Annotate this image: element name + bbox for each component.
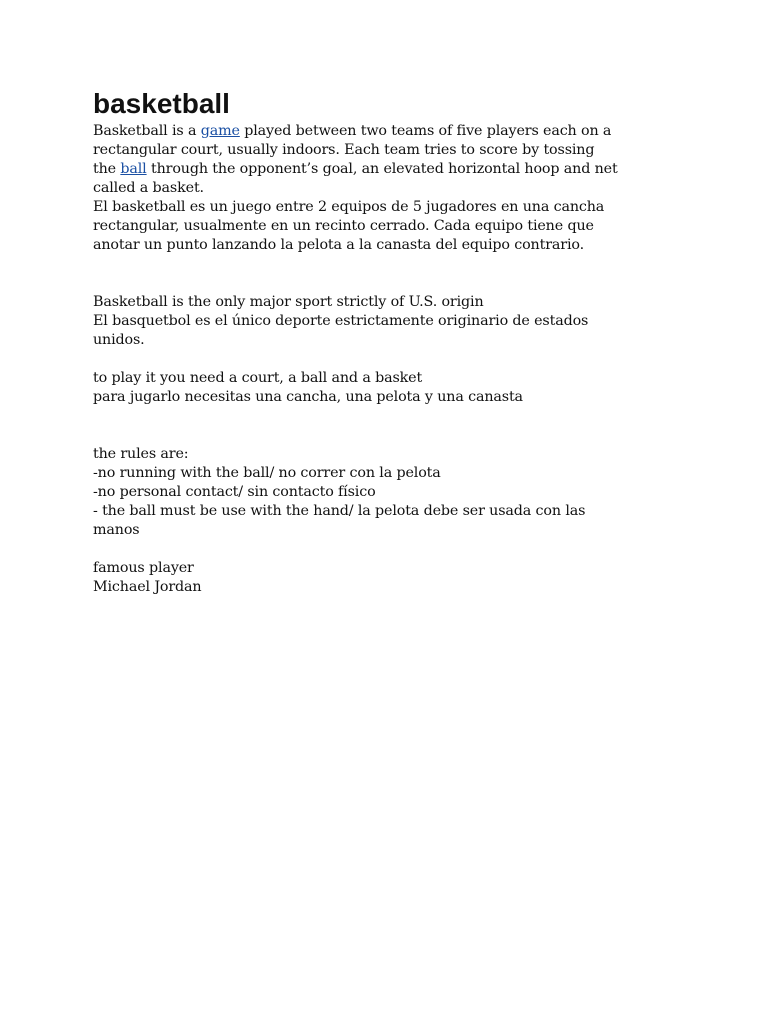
rule-item-continued: manos (93, 522, 140, 538)
text-line: para jugarlo necesitas una cancha, una pelota y una canasta (93, 389, 523, 405)
text-span: Basketball is a (93, 123, 201, 139)
blank-line (93, 350, 693, 369)
rule-item: - the ball must be use with the hand/ la pelota debe ser usada con las (93, 503, 586, 519)
rules-section (93, 445, 693, 540)
rules-heading: the rules are: (93, 446, 189, 462)
text-line: rectangular, usualmente en un recinto cerrado. Cada equipo tiene que (93, 218, 594, 234)
text-line: El basketball es un juego entre 2 equipos de 5 jugadores en una cancha (93, 199, 605, 215)
text-line (93, 122, 693, 141)
text-line: Basketball is the only major sport strictly of U.S. origin (93, 294, 484, 310)
document-page (93, 86, 693, 597)
text-span: the (93, 161, 121, 177)
famous-heading: famous player (93, 560, 194, 576)
blank-line (93, 274, 693, 293)
text-line: to play it you need a court, a ball and a basket (93, 370, 423, 386)
blank-line (93, 426, 693, 445)
text-line (93, 160, 693, 179)
rule-item: -no personal contact/ sin contacto físico (93, 484, 376, 500)
blank-line (93, 540, 693, 559)
document-title: basketball (93, 88, 230, 119)
famous-player-name: Michael Jordan (93, 579, 202, 595)
document-body (93, 122, 693, 597)
text-span: through the opponent’s goal, an elevated horizontal hoop and net (146, 161, 618, 177)
text-line: rectangular court, usually indoors. Each team tries to score by tossing (93, 142, 595, 158)
origin-paragraph (93, 293, 693, 350)
equipment-paragraph (93, 369, 693, 407)
blank-line (93, 407, 693, 426)
text-line: unidos. (93, 332, 145, 348)
text-line: El basquetbol es el único deporte estrictamente originario de estados (93, 313, 589, 329)
blank-line (93, 255, 693, 274)
text-line: called a basket. (93, 180, 204, 196)
famous-player-section (93, 559, 693, 597)
text-span: played between two teams of five players each on a (239, 123, 612, 139)
rule-item: -no running with the ball/ no correr con la pelota (93, 465, 441, 481)
intro-paragraph (93, 122, 693, 255)
ball-link[interactable]: ball (120, 161, 147, 177)
text-line: anotar un punto lanzando la pelota a la canasta del equipo contrario. (93, 237, 584, 253)
game-link[interactable]: game (200, 123, 240, 139)
